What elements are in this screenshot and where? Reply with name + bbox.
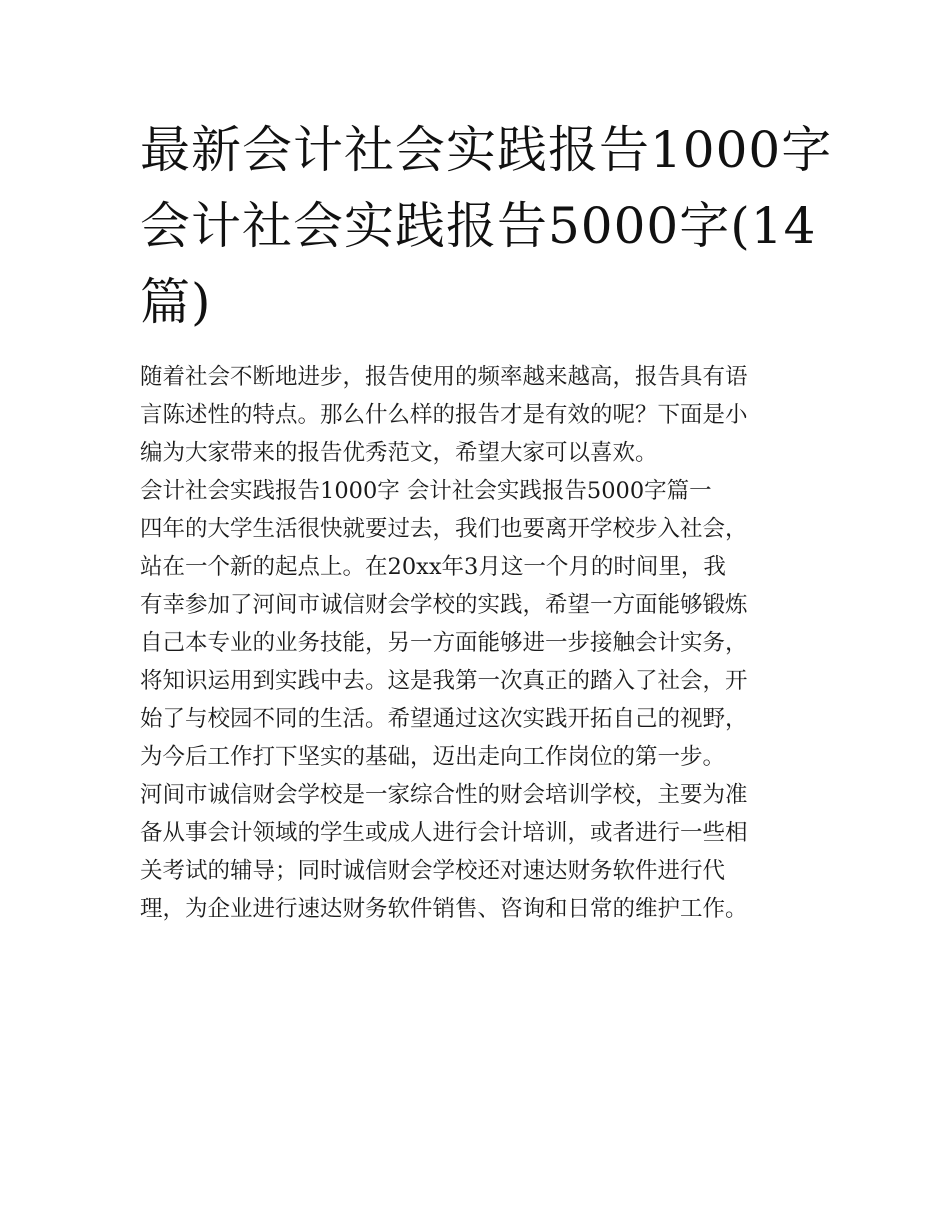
intro-line: 言陈述性的特点。那么什么样的报告才是有效的呢？下面是小 (140, 402, 748, 428)
intro-line: 随着社会不断地进步，报告使用的频率越来越高，报告具有语 (140, 364, 748, 390)
body-line: 河间市诚信财会学校是一家综合性的财会培训学校，主要为准 (140, 782, 748, 808)
body-line: 理，为企业进行速达财务软件销售、咨询和日常的维护工作。 (140, 896, 748, 922)
body-line: 四年的大学生活很快就要过去，我们也要离开学校步入社会， (140, 516, 748, 542)
title-line-1: 最新会计社会实践报告1000字 (140, 121, 833, 179)
document-content (140, 112, 833, 928)
section-heading (140, 472, 815, 510)
body-line: 关考试的辅导；同时诚信财会学校还对速达财务软件进行代 (140, 858, 726, 884)
title-line-2: 会计社会实践报告5000字(14 (140, 197, 817, 255)
body-line: 为今后工作打下坚实的基础，迈出走向工作岗位的第一步。 (140, 744, 726, 770)
body-line: 有幸参加了河间市诚信财会学校的实践，希望一方面能够锻炼 (140, 592, 748, 618)
body-line: 备从事会计领域的学生或成人进行会计培训，或者进行一些相 (140, 820, 748, 846)
intro-line: 编为大家带来的报告优秀范文，希望大家可以喜欢。 (140, 440, 658, 466)
body-line: 将知识运用到实践中去。这是我第一次真正的踏入了社会，开 (140, 668, 748, 694)
title-line-3: 篇) (140, 273, 212, 331)
body-line: 始了与校园不同的生活。希望通过这次实践开拓自己的视野， (140, 706, 748, 732)
body-line: 自己本专业的业务技能，另一方面能够进一步接触会计实务， (140, 630, 748, 656)
body-line: 站在一个新的起点上。在20xx年3月这一个月的时间里，我 (140, 554, 726, 580)
section-heading-text: 会计社会实践报告1000字 会计社会实践报告5000字篇一 (140, 478, 712, 504)
intro-paragraph (140, 358, 815, 472)
body-paragraph (140, 510, 815, 928)
document-title (140, 112, 833, 340)
